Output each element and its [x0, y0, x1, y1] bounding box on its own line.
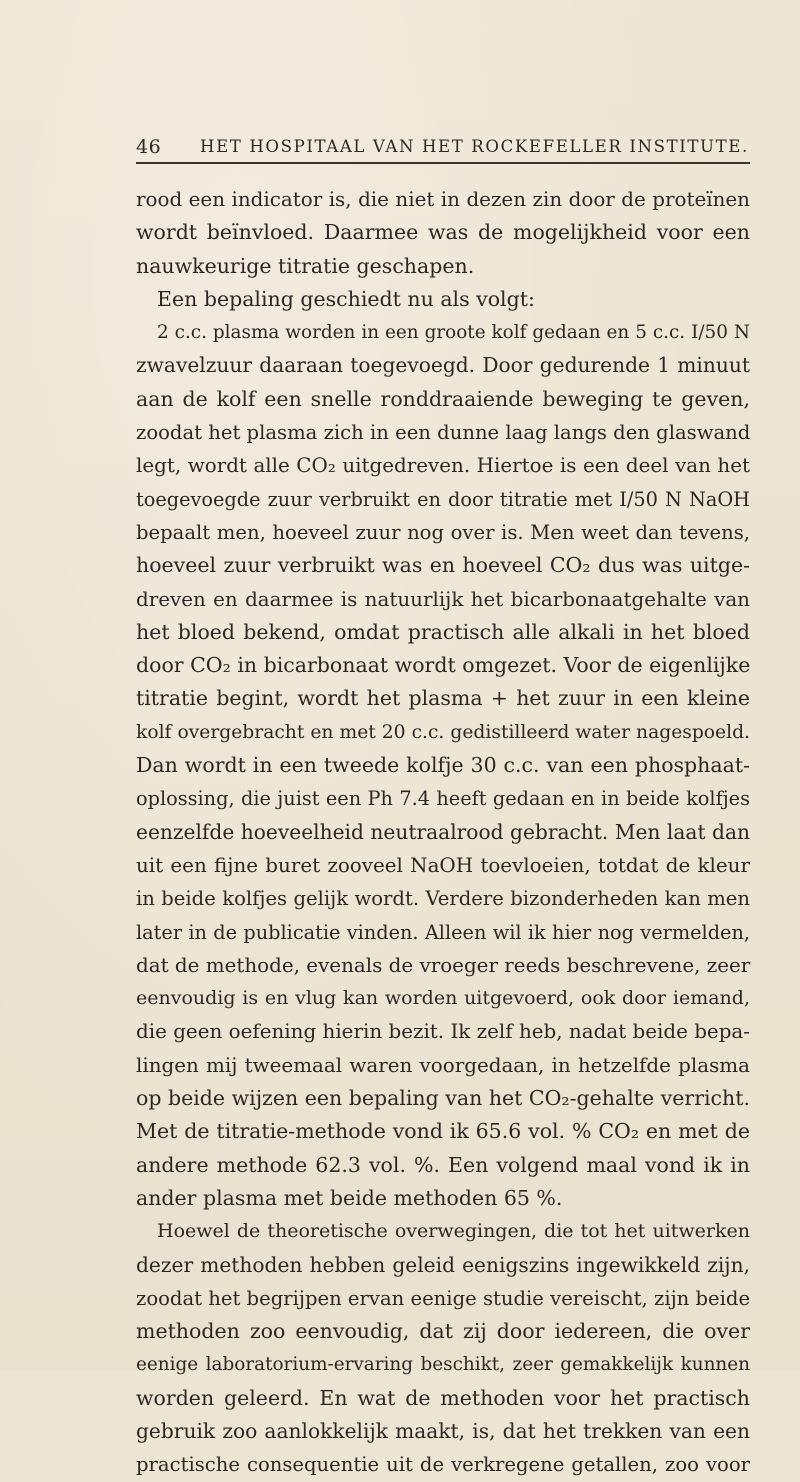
- text-line: lingen mij tweemaal waren voorgedaan, in hetzelfde plasma: [136, 1053, 750, 1077]
- text-line: Een bepaling geschiedt nu als volgt:: [157, 286, 535, 311]
- text-line: andere methode 62.3 vol. %. Een volgend maal vond ik in: [136, 1152, 750, 1177]
- text-line: worden geleerd. En wat de methoden voor het practisch: [136, 1385, 750, 1410]
- text-line: eenige laboratorium-ervaring beschikt, zeer gemakkelijk kunnen: [136, 1354, 750, 1376]
- text-line: bepaalt men, hoeveel zuur nog over is. Men weet dan tevens,: [136, 520, 750, 544]
- page-number: 46: [136, 136, 162, 158]
- text-line: nauwkeurige titratie geschapen.: [136, 253, 475, 278]
- text-line: uit een fijne buret zooveel NaOH toevloeien, totdat de kleur: [136, 853, 750, 877]
- text-line: practische consequentie uit de verkregene getallen, zoo voor: [136, 1453, 750, 1477]
- text-line: eenvoudig is en vlug kan worden uitgevoerd, ook door iemand,: [136, 987, 750, 1010]
- text-line: 2 c.c. plasma worden in een groote kolf gedaan en 5 c.c. I/50 N: [157, 322, 750, 344]
- text-line: toegevoegde zuur verbruikt en door titratie met I/50 N NaOH: [136, 487, 750, 511]
- text-line: eenzelfde hoeveelheid neutraalrood gebracht. Men laat dan: [136, 819, 750, 844]
- text-line: oplossing, die juist een Ph 7.4 heeft gedaan en in beide kolfjes: [136, 787, 750, 811]
- page-header: [136, 136, 750, 164]
- text-line: Hoewel de theoretische overwegingen, die tot het uitwerken: [157, 1220, 750, 1243]
- text-line: legt, wordt alle CO₂ uitgedreven. Hiertoe is een deel van het: [136, 454, 750, 478]
- text-line: dezer methoden hebben geleid eenigszins ingewikkeld zijn,: [136, 1252, 750, 1277]
- text-line: door CO₂ in bicarbonaat wordt omgezet. Voor de eigenlijke: [136, 653, 751, 678]
- text-line: wordt beïnvloed. Daarmee was de mogelijkheid voor een: [136, 220, 750, 245]
- text-line: ander plasma met beide methoden 65 %.: [136, 1185, 563, 1210]
- text-line: rood een indicator is, die niet in dezen zin door de proteïnen: [136, 188, 750, 211]
- text-line: gebruik zoo aanlokkelijk maakt, is, dat het trekken van een: [136, 1418, 750, 1443]
- text-line: in beide kolfjes gelijk wordt. Verdere bizonderheden kan men: [136, 887, 750, 911]
- text-line: hoeveel zuur verbruikt was en hoeveel CO₂ dus was uitge-: [136, 553, 750, 578]
- text-line: dat de methode, evenals de vroeger reeds beschrevene, zeer: [136, 953, 751, 977]
- text-line: Met de titratie-methode vond ik 65.6 vol. % CO₂ en met de: [136, 1119, 750, 1144]
- running-title: HET HOSPITAAL VAN HET ROCKEFELLER INSTITUTE.: [200, 137, 749, 156]
- text-line: titratie begint, wordt het plasma + het zuur in een kleine: [136, 686, 750, 711]
- text-line: Dan wordt in een tweede kolfje 30 c.c. van een phosphaat-: [136, 753, 750, 778]
- text-line: aan de kolf een snelle ronddraaiende beweging te geven,: [136, 386, 750, 411]
- text-line: die geen oefening hierin bezit. Ik zelf heb, nadat beide bepa-: [136, 1020, 751, 1044]
- text-line: op beide wijzen een bepaling van het CO₂-gehalte verricht.: [136, 1086, 750, 1111]
- text-line: zoodat het begrijpen ervan eenige studie vereischt, zijn beide: [136, 1286, 751, 1310]
- text-line: kolf overgebracht en met 20 c.c. gedistilleerd water nagespoeld.: [136, 721, 750, 743]
- text-line: methoden zoo eenvoudig, dat zij door iedereen, die over: [136, 1319, 750, 1344]
- text-line: later in de publicatie vinden. Alleen wil ik hier nog vermelden,: [136, 920, 750, 944]
- text-line: dreven en daarmee is natuurlijk het bicarbonaatgehalte van: [136, 587, 750, 611]
- text-line: zoodat het plasma zich in een dunne laag langs den glaswand: [136, 421, 751, 445]
- text-line: zwavelzuur daaraan toegevoegd. Door gedurende 1 minuut: [136, 353, 750, 378]
- body-text: [136, 183, 750, 1482]
- text-line: het bloed bekend, omdat practisch alle alkali in het bloed: [136, 619, 750, 644]
